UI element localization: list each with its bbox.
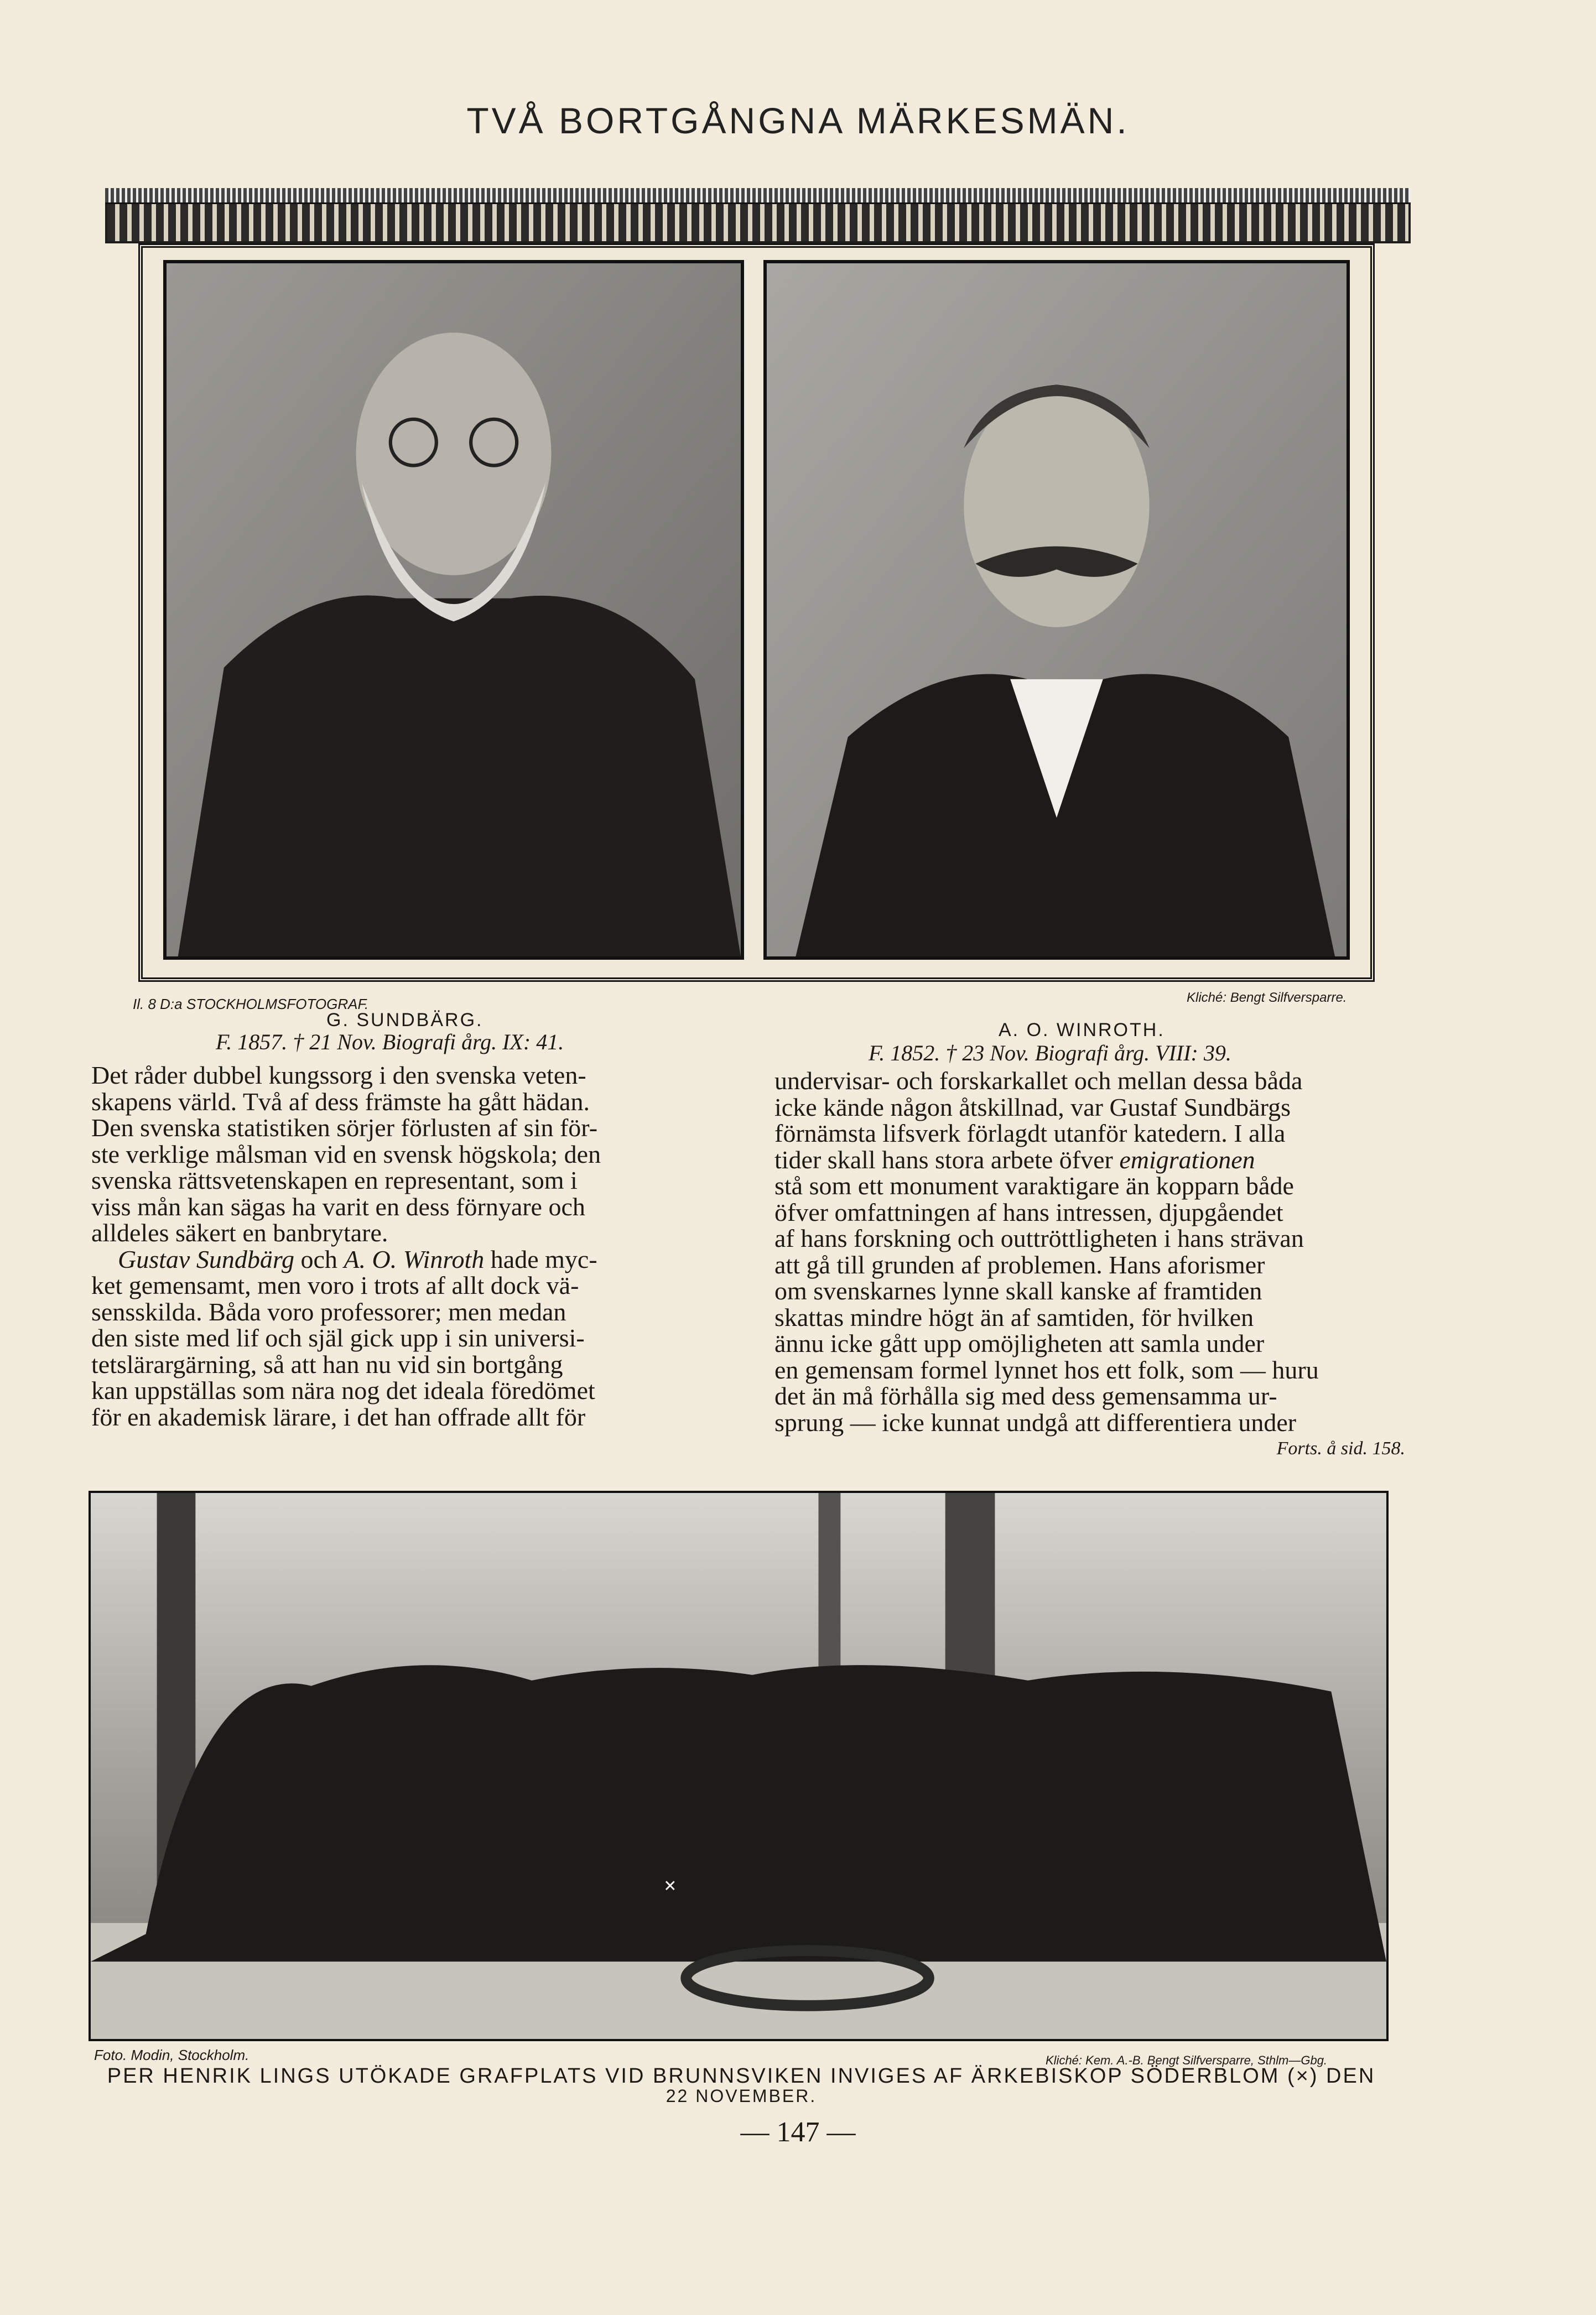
text-line: förnämsta lifsverk förlagdt utanför katedern. I alla (774, 1119, 1286, 1147)
continuation-note: Forts. å sid. 158. (1276, 1438, 1405, 1459)
text-line: tider skall hans stora arbete öfver emigrationen (774, 1145, 1255, 1174)
text-line: af hans forskning och outtröttligheten i hans strävan (774, 1224, 1304, 1252)
photo-credit: Il. 8 D:a STOCKHOLMSFOTOGRAF. (133, 996, 369, 1012)
ornamental-border-band (105, 188, 1411, 204)
portrait-sundbarg-photo (163, 260, 744, 960)
text-line: öfver omfattningen af hans intressen, djupgåendet (774, 1198, 1283, 1226)
text-line: ste verklige målsman vid en svensk högskola; den (91, 1140, 601, 1168)
cliche-credit-group: Kliché: Kem. A.-B. Bengt Silfversparre, Sthlm—Gbg. (1046, 2053, 1328, 2067)
text-line: att gå till grunden af problemen. Hans aforismer (774, 1250, 1265, 1279)
text-line: skattas mindre högt än af samtiden, för hvilken (774, 1303, 1254, 1331)
text-line: sprung — icke kunnat undgå att differentiera under (774, 1408, 1297, 1437)
text-line: Den svenska statistiken sörjer förlusten af sin för- (91, 1114, 598, 1142)
text-line: kan uppställas som nära nog det ideala föredömet (91, 1376, 595, 1404)
photo-caption (72, 2066, 1411, 2106)
text-line: tetslärargärning, så att han nu vid sin bortgång (91, 1350, 563, 1378)
text-line: alldeles säkert en banbrytare. (91, 1219, 388, 1247)
text-line: undervisar- och forskarkallet och mellan dessa båda (774, 1067, 1303, 1095)
text-line: ännu icke gått upp omöjligheten att samla under (774, 1329, 1265, 1357)
text-line: skapens värld. Två af dess främste ha gått hädan. (91, 1087, 590, 1116)
text-line: för en akademisk lärare, i det han offrade allt för (91, 1402, 586, 1431)
page-title: TVÅ BORTGÅNGNA MÄRKESMÄN. (466, 100, 1130, 141)
text-line: viss mån kan sägas ha varit en dess förnyare och (91, 1192, 585, 1221)
text-line: en gemensam formel lynnet hos ett folk, som — huru (774, 1355, 1319, 1384)
left-portrait-dates: F. 1857. † 21 Nov. Biografi årg. IX: 41. (216, 1029, 564, 1054)
emphasis-emigrationen: emigrationen (1119, 1145, 1255, 1174)
name-winroth: A. O. Winroth (344, 1245, 485, 1273)
article-column-1 (91, 1062, 725, 1430)
photo-credit-group: Foto. Modin, Stockholm. (94, 2047, 249, 2063)
text-line: svenska rättsvetenskapen en representant, som i (91, 1166, 578, 1194)
page-number: — 147 — (740, 2116, 856, 2148)
name-sundbarg: Gustav Sundbärg (118, 1245, 295, 1273)
text-line: det än må förhålla sig med dess gemensamma ur- (774, 1382, 1277, 1410)
text-line: icke kände någon åtskillnad, var Gustaf Sundbärgs (774, 1093, 1291, 1121)
portrait-winroth-photo (763, 260, 1350, 960)
left-portrait-name: G. SUNDBÄRG. (326, 1010, 484, 1031)
right-portrait-name: A. O. WINROTH. (999, 1019, 1165, 1041)
caption-line: PER HENRIK LINGS UTÖKADE GRAFPLATS VID BRUNNSVIKEN INVIGES AF ÄRKEBISKOP SÖDERBLOM (×) DEN (107, 2064, 1376, 2088)
caption-line: 22 NOVEMBER. (666, 2086, 817, 2106)
text-line: Gustav Sundbärg och A. O. Winroth hade myc- (118, 1245, 597, 1273)
text-line: den siste med lif och själ gick upp i sin universi- (91, 1324, 585, 1352)
text-line: om svenskarnes lynne skall kanske af framtiden (774, 1277, 1262, 1305)
article-column-2 (774, 1068, 1405, 1462)
grave-dedication-photo (89, 1491, 1389, 2041)
soderblom-marker: × (664, 1873, 677, 1898)
right-portrait-dates: F. 1852. † 23 Nov. Biografi årg. VIII: 39. (869, 1041, 1231, 1065)
text-line: stå som ett monument varaktigare än kopparn både (774, 1172, 1294, 1200)
text-line: sensskilda. Båda voro professorer; men medan (91, 1297, 566, 1326)
text-line: Det råder dubbel kungssorg i den svenska veten- (91, 1061, 586, 1089)
cliche-credit-right: Kliché: Bengt Silfversparre. (1187, 990, 1347, 1005)
text-line: ket gemensamt, men voro i trots af allt dock vä- (91, 1271, 579, 1299)
